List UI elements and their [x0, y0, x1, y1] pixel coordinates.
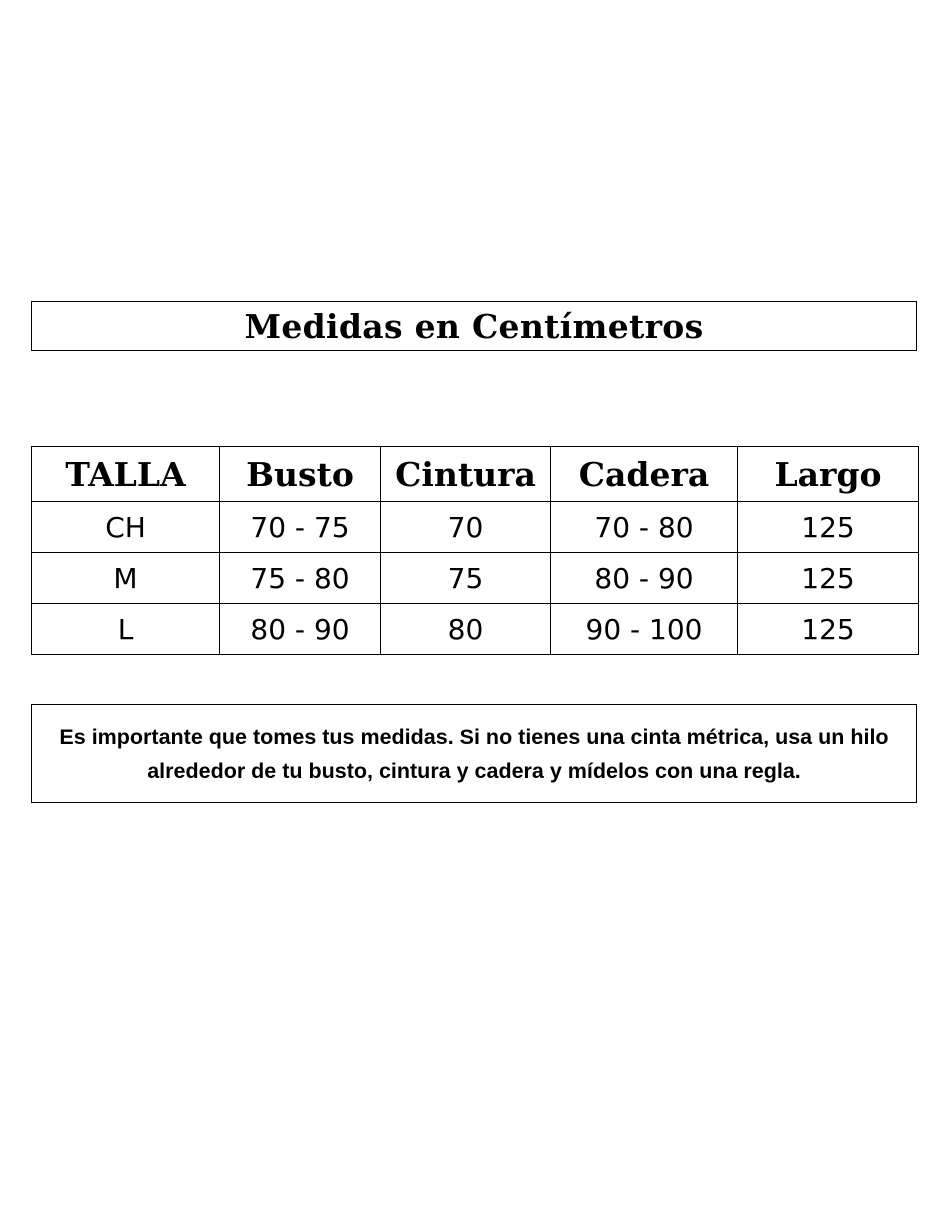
title-box: [31, 301, 917, 351]
page-title: Medidas en Centímetros: [244, 306, 704, 346]
header-largo: Largo: [738, 447, 919, 502]
header-busto: Busto: [220, 447, 381, 502]
cell-cadera: 90 - 100: [551, 604, 738, 655]
cell-largo: 125: [738, 553, 919, 604]
cell-talla: L: [32, 604, 220, 655]
cell-busto: 70 - 75: [220, 502, 381, 553]
cell-cintura: 75: [381, 553, 551, 604]
cell-largo: 125: [738, 604, 919, 655]
header-cintura: Cintura: [381, 447, 551, 502]
cell-largo: 125: [738, 502, 919, 553]
cell-cadera: 70 - 80: [551, 502, 738, 553]
note-text: [49, 720, 899, 788]
header-talla: TALLA: [32, 447, 220, 502]
table-row: [32, 604, 919, 655]
cell-cintura: 70: [381, 502, 551, 553]
note-line-1: Es importante que tomes tus medidas. Si no tienes una cinta métrica, usa un hilo: [59, 724, 889, 749]
table-row: [32, 553, 919, 604]
header-cadera: Cadera: [551, 447, 738, 502]
cell-busto: 75 - 80: [220, 553, 381, 604]
cell-cadera: 80 - 90: [551, 553, 738, 604]
note-box: [31, 704, 917, 803]
header-row: [32, 447, 919, 502]
cell-busto: 80 - 90: [220, 604, 381, 655]
cell-talla: CH: [32, 502, 220, 553]
size-table: [31, 446, 919, 655]
cell-cintura: 80: [381, 604, 551, 655]
cell-talla: M: [32, 553, 220, 604]
note-line-2: alrededor de tu busto, cintura y cadera y mídelos con una regla.: [147, 758, 801, 783]
table-row: [32, 502, 919, 553]
